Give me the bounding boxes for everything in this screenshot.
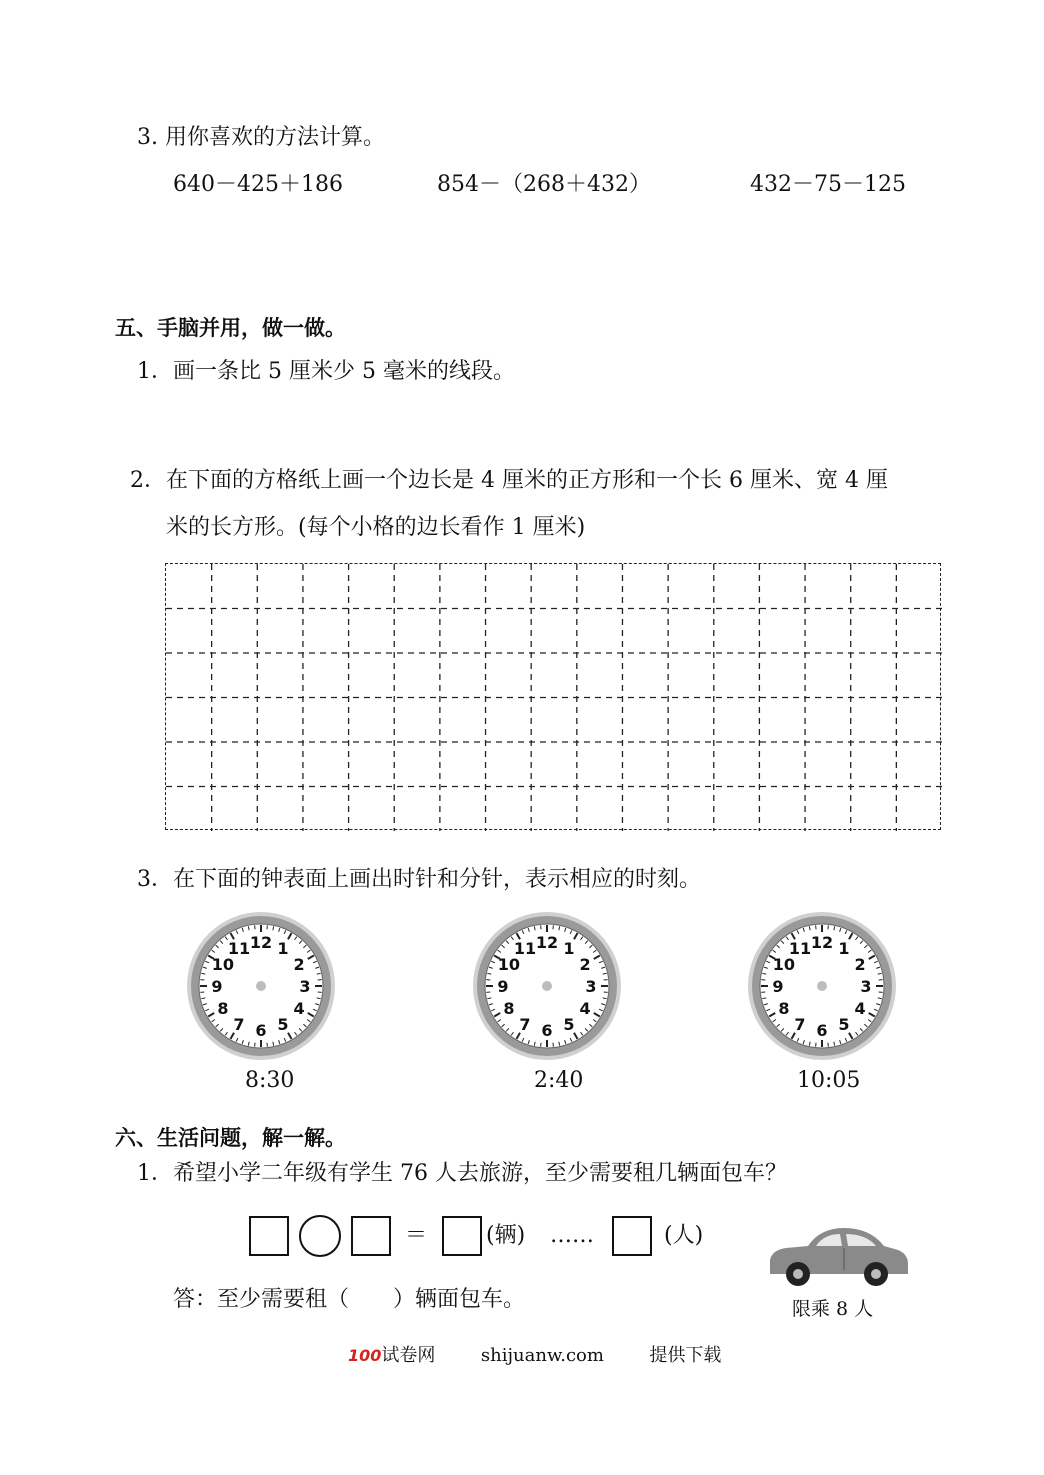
time-label-2: 2:40 xyxy=(534,1068,584,1093)
clock-face-2[interactable] xyxy=(471,910,623,1062)
section-5-heading: 五、手脑并用，做一做。 xyxy=(115,316,346,340)
clock-number: 6 xyxy=(541,1021,553,1040)
footer-site-link[interactable]: shijuanw.com xyxy=(480,1345,604,1366)
clock-center-dot xyxy=(542,981,552,991)
section-5-question-1: 1．画一条比 5 厘米少 5 毫米的线段。 xyxy=(137,359,515,384)
section-6-question-1: 1．希望小学二年级有学生 76 人去旅游，至少需要租几辆面包车？ xyxy=(137,1161,787,1186)
clock-number: 8 xyxy=(217,999,229,1018)
section-5-question-2-line-2: 米的长方形。(每个小格的边长看作 1 厘米) xyxy=(166,515,586,540)
clock-number: 3 xyxy=(585,977,597,996)
answer-sentence: 答：至少需要租（ ）辆面包车。 xyxy=(173,1287,526,1312)
clock-number: 1 xyxy=(277,938,289,958)
expression-3: 432－75－125 xyxy=(750,172,906,197)
clock-number: 10 xyxy=(497,955,521,974)
clock-number: 12 xyxy=(249,933,273,952)
clock-number: 4 xyxy=(293,999,305,1018)
answer-circle-operator[interactable] xyxy=(299,1215,341,1257)
clock-number: 11 xyxy=(513,938,537,958)
site-logo-icon: 100 xyxy=(348,1346,382,1365)
clock-face-1[interactable] xyxy=(185,910,337,1062)
clock-number: 6 xyxy=(255,1021,267,1040)
car-capacity-caption: 限乘 8 人 xyxy=(792,1298,874,1320)
clock-number: 3 xyxy=(299,977,311,996)
clock-number: 9 xyxy=(772,977,784,996)
clock-3-icon xyxy=(746,910,898,1062)
clock-number: 5 xyxy=(563,1015,575,1035)
clock-number: 12 xyxy=(810,933,834,952)
clock-1-icon xyxy=(185,910,337,1062)
equals-sign: ＝ xyxy=(405,1223,428,1248)
clock-center-dot xyxy=(817,981,827,991)
clock-number: 9 xyxy=(497,977,509,996)
clock-number: 11 xyxy=(227,938,251,958)
clock-number: 12 xyxy=(535,933,559,952)
section-6-heading: 六、生活问题，解一解。 xyxy=(115,1126,346,1150)
expression-2: 854－（268＋432） xyxy=(437,172,651,197)
clock-number: 6 xyxy=(816,1021,828,1040)
footer xyxy=(348,1341,721,1367)
clock-number: 4 xyxy=(579,999,591,1018)
clock-number: 2 xyxy=(293,955,305,974)
clock-number: 5 xyxy=(277,1015,289,1035)
clock-number: 8 xyxy=(503,999,515,1018)
clock-number: 10 xyxy=(772,955,796,974)
grid-lines xyxy=(166,564,942,831)
footer-brand: 试卷网 xyxy=(381,1345,436,1366)
clock-number: 8 xyxy=(778,999,790,1018)
clock-number: 7 xyxy=(519,1015,531,1035)
clock-number: 4 xyxy=(854,999,866,1018)
clock-number: 7 xyxy=(233,1015,245,1035)
clock-number: 5 xyxy=(838,1015,850,1035)
section-5-question-3: 3．在下面的钟表面上画出时针和分针，表示相应的时刻。 xyxy=(137,867,701,892)
clock-face-3[interactable] xyxy=(746,910,898,1062)
clock-2-icon xyxy=(471,910,623,1062)
answer-box-remainder[interactable] xyxy=(612,1216,652,1256)
clock-number: 1 xyxy=(563,938,575,958)
section-5-question-2-line-1: 2．在下面的方格纸上画一个边长是 4 厘米的正方形和一个长 6 厘米、宽 4 厘 xyxy=(130,468,888,493)
answer-box-dividend[interactable] xyxy=(249,1216,289,1256)
time-label-3: 10:05 xyxy=(797,1068,861,1093)
time-label-1: 8:30 xyxy=(245,1068,295,1093)
minibus-icon xyxy=(762,1224,912,1294)
clock-center-dot xyxy=(256,981,266,991)
unit-person: (人) xyxy=(664,1223,704,1248)
clock-number: 11 xyxy=(788,938,812,958)
remainder-ellipsis: …… xyxy=(550,1223,594,1248)
clock-number: 9 xyxy=(211,977,223,996)
clock-number: 10 xyxy=(211,955,235,974)
clock-number: 3 xyxy=(860,977,872,996)
answer-box-divisor[interactable] xyxy=(351,1216,391,1256)
clock-number: 2 xyxy=(579,955,591,974)
square-grid-paper[interactable] xyxy=(165,563,941,830)
clock-number: 7 xyxy=(794,1015,806,1035)
question-3-title: 3. 用你喜欢的方法计算。 xyxy=(137,125,385,150)
clock-number: 1 xyxy=(838,938,850,958)
expression-1: 640－425＋186 xyxy=(173,172,343,197)
footer-note: 提供下载 xyxy=(649,1345,722,1366)
unit-vehicle: (辆) xyxy=(486,1223,526,1248)
clock-number: 2 xyxy=(854,955,866,974)
answer-box-quotient[interactable] xyxy=(442,1216,482,1256)
